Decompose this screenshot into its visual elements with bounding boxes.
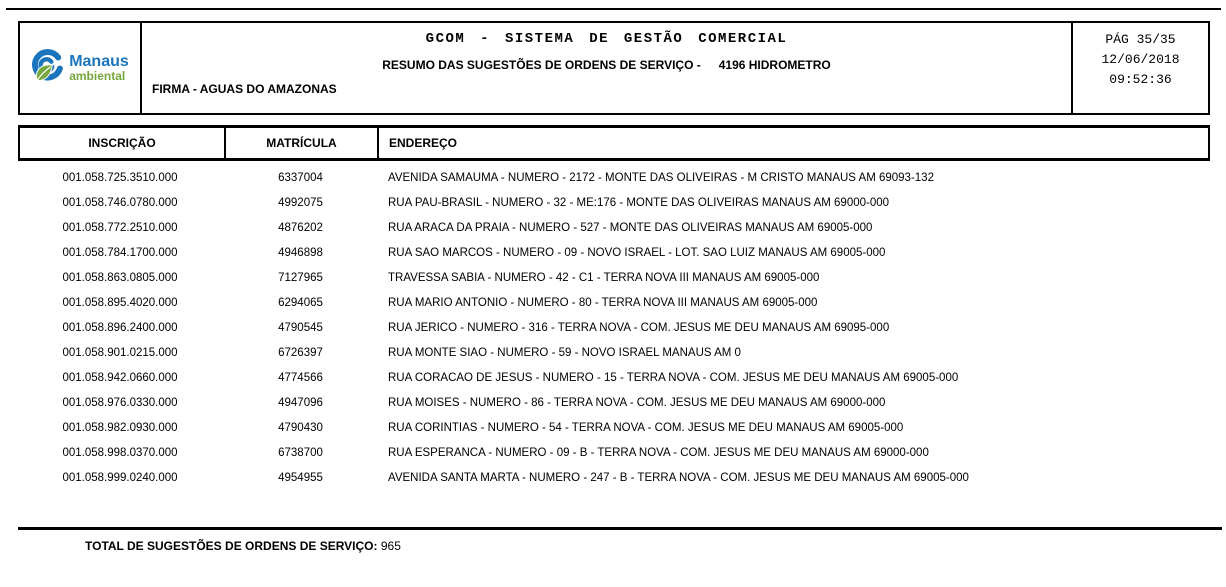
- matricula-cell: 6726397: [278, 347, 323, 359]
- table-row: [18, 291, 1210, 316]
- total-label: TOTAL DE SUGESTÕES DE ORDENS DE SERVIÇO:: [85, 539, 378, 553]
- logo-subname: ambiental: [69, 69, 126, 83]
- matricula-cell: 6738700: [278, 447, 323, 459]
- report-title: RESUMO DAS SUGESTÕES DE ORDENS DE SERVIÇO -: [382, 58, 701, 72]
- table-body: [18, 166, 1210, 491]
- page-info: [1071, 23, 1208, 113]
- table-row: [18, 341, 1210, 366]
- inscricao-cell: 001.058.772.2510.000: [62, 222, 178, 234]
- inscricao-cell: 001.058.725.3510.000: [62, 172, 178, 184]
- table-row: [18, 266, 1210, 291]
- matricula-cell: 7127965: [278, 272, 323, 284]
- inscricao-cell: 001.058.895.4020.000: [62, 297, 178, 309]
- logo-cell: [20, 23, 142, 113]
- endereco-cell: RUA ESPERANCA - NUMERO - 09 - B - TERRA NOVA - COM. JESUS ME DEU MANAUS AM 69000-000: [388, 447, 929, 459]
- system-title: GCOM - SISTEMA DE GESTÃO COMERCIAL: [425, 31, 788, 47]
- table-row: [18, 191, 1210, 216]
- endereco-cell: RUA MARIO ANTONIO - NUMERO - 80 - TERRA NOVA III MANAUS AM 69005-000: [388, 297, 818, 309]
- matricula-cell: 4790430: [278, 422, 323, 434]
- table-row: [18, 441, 1210, 466]
- table-row: [18, 466, 1210, 491]
- table-row: [18, 166, 1210, 191]
- matricula-cell: 4790545: [278, 322, 323, 334]
- page-number: PÁG 35/35: [1105, 32, 1176, 47]
- report-code: 4196 HIDROMETRO: [718, 58, 831, 72]
- logo-swirl-leaf-icon: [31, 49, 65, 88]
- matricula-cell: 6294065: [278, 297, 323, 309]
- total-value: 965: [380, 539, 401, 553]
- matricula-cell: 4954955: [278, 472, 323, 484]
- footer-rule: [18, 527, 1222, 530]
- inscricao-cell: 001.058.976.0330.000: [62, 397, 178, 409]
- inscricao-cell: 001.058.999.0240.000: [62, 472, 178, 484]
- inscricao-cell: 001.058.784.1700.000: [62, 247, 178, 259]
- header-center: [142, 23, 1071, 113]
- column-header-endereco: ENDEREÇO: [389, 136, 458, 150]
- matricula-cell: 6337004: [278, 172, 323, 184]
- logo-text: [69, 54, 129, 82]
- firm-line: FIRMA - AGUAS DO AMAZONAS: [152, 82, 337, 96]
- table-row: [18, 241, 1210, 266]
- inscricao-cell: 001.058.901.0215.000: [62, 347, 178, 359]
- endereco-cell: RUA MONTE SIAO - NUMERO - 59 - NOVO ISRAEL MANAUS AM 0: [388, 347, 741, 359]
- endereco-cell: RUA PAU-BRASIL - NUMERO - 32 - ME:176 - MONTE DAS OLIVEIRAS MANAUS AM 69000-000: [388, 197, 890, 209]
- endereco-cell: RUA ARACA DA PRAIA - NUMERO - 527 - MONTE DAS OLIVEIRAS MANAUS AM 69005-000: [388, 222, 873, 234]
- column-header-matricula: MATRÍCULA: [224, 128, 379, 158]
- top-rule: [6, 8, 1221, 10]
- logo-name: Manaus: [69, 53, 129, 70]
- report-header: [18, 21, 1210, 115]
- report-title-line: [142, 58, 1071, 72]
- matricula-cell: 4774566: [278, 372, 323, 384]
- endereco-cell: TRAVESSA SABIA - NUMERO - 42 - C1 - TERRA NOVA III MANAUS AM 69005-000: [388, 272, 820, 284]
- endereco-cell: RUA CORACAO DE JESUS - NUMERO - 15 - TERRA NOVA - COM. JESUS ME DEU MANAUS AM 69005-000: [388, 372, 959, 384]
- column-header-inscricao: INSCRIÇÃO: [88, 136, 156, 150]
- table-row: [18, 316, 1210, 341]
- inscricao-cell: 001.058.998.0370.000: [62, 447, 178, 459]
- endereco-cell: RUA MOISES - NUMERO - 86 - TERRA NOVA - COM. JESUS ME DEU MANAUS AM 69000-000: [388, 397, 886, 409]
- table-row: [18, 391, 1210, 416]
- inscricao-cell: 001.058.896.2400.000: [62, 322, 178, 334]
- inscricao-cell: 001.058.863.0805.000: [62, 272, 178, 284]
- matricula-cell: 4876202: [278, 222, 323, 234]
- endereco-cell: AVENIDA SANTA MARTA - NUMERO - 247 - B - TERRA NOVA - COM. JESUS ME DEU MANAUS AM 69005-000: [388, 472, 969, 484]
- endereco-cell: AVENIDA SAMAUMA - NUMERO - 2172 - MONTE DAS OLIVEIRAS - M CRISTO MANAUS AM 69093-132: [388, 172, 934, 184]
- table-row: [18, 366, 1210, 391]
- endereco-cell: RUA CORINTIAS - NUMERO - 54 - TERRA NOVA - COM. JESUS ME DEU MANAUS AM 69005-000: [388, 422, 904, 434]
- matricula-cell: 4992075: [278, 197, 323, 209]
- report-date: 12/06/2018: [1101, 52, 1180, 67]
- total-line: [85, 539, 401, 553]
- manaus-ambiental-logo: [31, 49, 129, 88]
- endereco-cell: RUA SAO MARCOS - NUMERO - 09 - NOVO ISRAEL - LOT. SAO LUIZ MANAUS AM 69005-000: [388, 247, 886, 259]
- inscricao-cell: 001.058.982.0930.000: [62, 422, 178, 434]
- matricula-cell: 4947096: [278, 397, 323, 409]
- matricula-cell: 4946898: [278, 247, 323, 259]
- inscricao-cell: 001.058.942.0660.000: [62, 372, 178, 384]
- report-time: 09:52:36: [1109, 72, 1172, 87]
- table-row: [18, 416, 1210, 441]
- inscricao-cell: 001.058.746.0780.000: [62, 197, 178, 209]
- table-row: [18, 216, 1210, 241]
- endereco-cell: RUA JERICO - NUMERO - 316 - TERRA NOVA - COM. JESUS ME DEU MANAUS AM 69095-000: [388, 322, 890, 334]
- table-header: [18, 125, 1210, 161]
